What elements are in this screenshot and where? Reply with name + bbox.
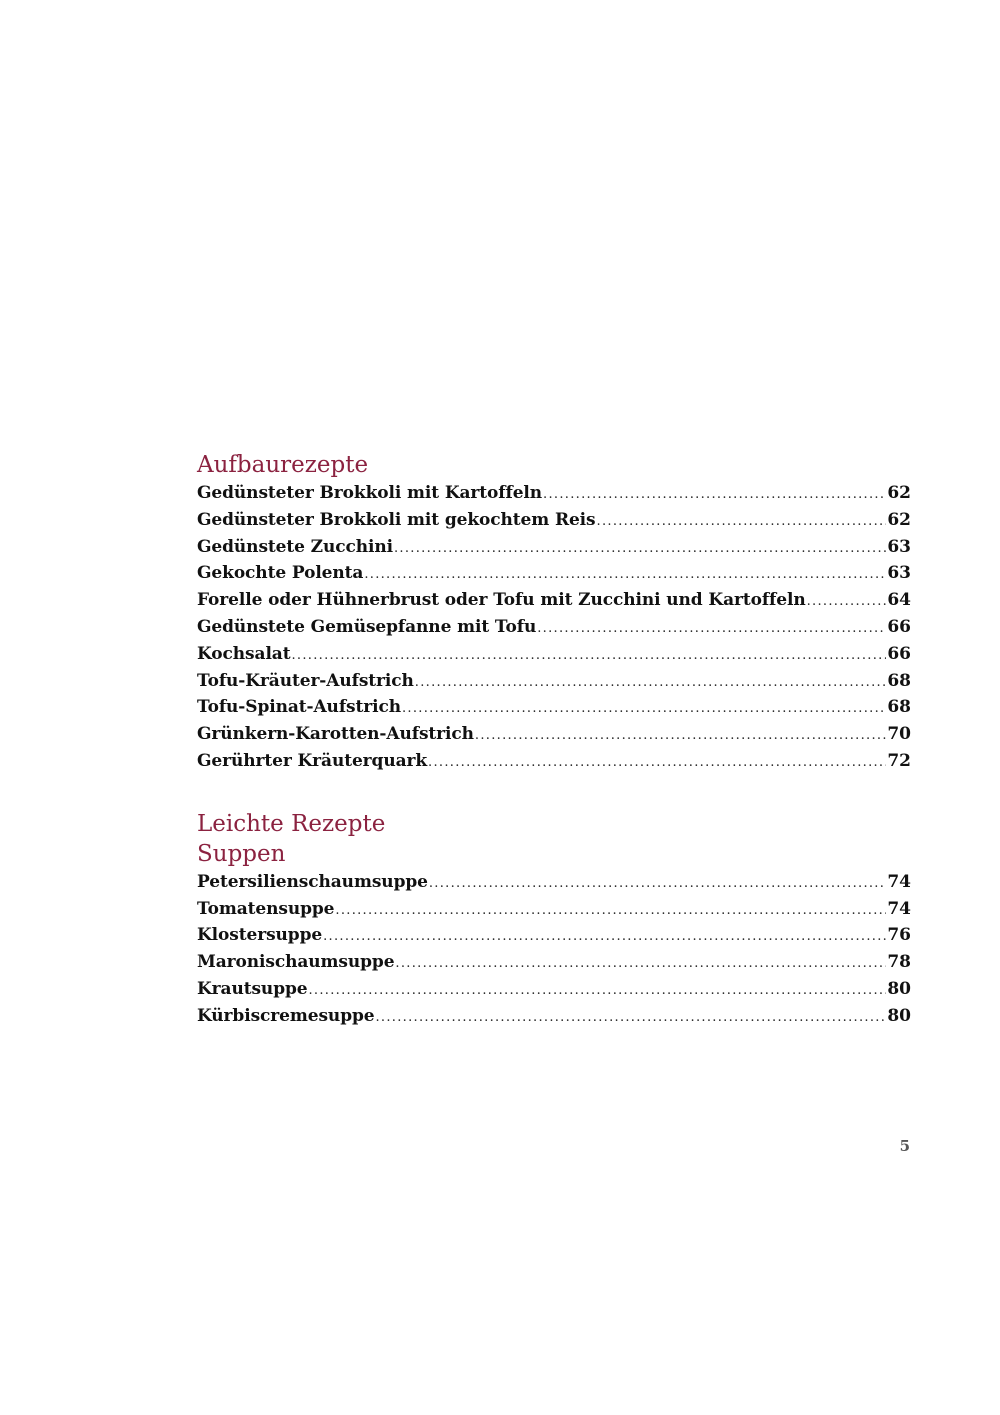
page-number: 5 [899,1137,910,1155]
toc-entry[interactable] [197,896,911,923]
dot-leader [308,978,886,1003]
toc-entry-title: Petersilienschaumsuppe [197,871,428,892]
toc-entry[interactable] [197,721,911,748]
toc-entry-page: 74 [887,871,911,892]
toc-entry-page: 66 [887,643,911,664]
dot-leader [537,616,886,641]
toc-entry-page: 68 [887,670,911,691]
toc-entry-page: 68 [887,697,911,718]
toc-entry-title: Gedünsteter Brokkoli mit gekochtem Reis [197,509,596,530]
toc-entry-title: Tofu-Kräuter-Aufstrich [197,670,414,691]
toc-entry[interactable] [197,949,911,976]
dot-leader [543,482,886,507]
toc-entry-page: 76 [887,925,911,946]
toc-entry-page: 62 [887,509,911,530]
toc-entry[interactable] [197,748,911,775]
dot-leader [402,696,886,721]
dot-leader [335,898,886,923]
section-spacer [197,775,911,809]
section-heading-aufbaurezepte: Aufbaurezepte [197,452,369,478]
toc-entry-page: 80 [887,1005,911,1026]
toc-entry-page: 72 [887,750,911,771]
toc-entry-page: 78 [887,952,911,973]
toc-entry-page: 64 [887,590,911,611]
dot-leader [395,951,886,976]
toc-entry-title: Gedünstete Gemüsepfanne mit Tofu [197,616,537,637]
toc-entry-title: Gekochte Polenta [197,563,364,584]
toc-entry-title: Tomatensuppe [197,898,335,919]
dot-leader [429,871,886,896]
dot-leader [475,723,886,748]
toc-entry[interactable] [197,480,911,507]
toc-entry-page: 62 [887,483,911,503]
toc-entry[interactable] [197,976,911,1003]
toc-entry[interactable] [197,641,911,668]
toc-entry-page: 63 [887,536,911,557]
section-heading-leichte-rezepte: Leichte Rezepte [197,810,386,837]
toc-entry-title: Kürbiscremesuppe [197,1005,375,1026]
toc-entry[interactable] [197,869,911,896]
toc-entry[interactable] [197,922,911,949]
toc-entry-title: Gedünsteter Brokkoli mit Kartoffeln [197,483,543,503]
table-of-contents [197,450,911,1030]
toc-entry-page: 66 [887,616,911,637]
toc-entry[interactable] [197,614,911,641]
toc-entry-page: 80 [887,978,911,999]
toc-entry-title: Gerührter Kräuterquark [197,750,428,771]
dot-leader [428,750,886,775]
dot-leader [323,924,886,949]
toc-entry[interactable] [197,668,911,695]
toc-entry-title: Grünkern-Karotten-Aufstrich [197,724,474,745]
toc-entry-title: Kochsalat [197,643,291,664]
toc-entry[interactable] [197,560,911,587]
dot-leader [415,670,887,695]
toc-entry[interactable] [197,587,911,614]
toc-entry-page: 70 [887,724,911,745]
dot-leader [807,589,887,614]
dot-leader [291,643,886,668]
toc-entry-title: Forelle oder Hühnerbrust oder Tofu mit Zucchini und Kartoffeln [197,590,806,611]
toc-entry[interactable] [197,1003,911,1030]
toc-entry-page: 63 [887,563,911,584]
toc-entry-title: Gedünstete Zucchini [197,536,393,557]
toc-entry[interactable] [197,694,911,721]
dot-leader [597,509,887,534]
subsection-heading-suppen: Suppen [197,840,286,867]
toc-entry-title: Tofu-Spinat-Aufstrich [197,697,401,718]
toc-entry-title: Klostersuppe [197,925,323,946]
toc-entry-page: 74 [887,898,911,919]
dot-leader [364,562,886,587]
toc-entry[interactable] [197,507,911,534]
toc-entry-title: Maronischaumsuppe [197,952,395,973]
dot-leader [375,1005,886,1030]
toc-entry-title: Krautsuppe [197,978,308,999]
dot-leader [394,536,886,561]
toc-entry[interactable] [197,534,911,561]
